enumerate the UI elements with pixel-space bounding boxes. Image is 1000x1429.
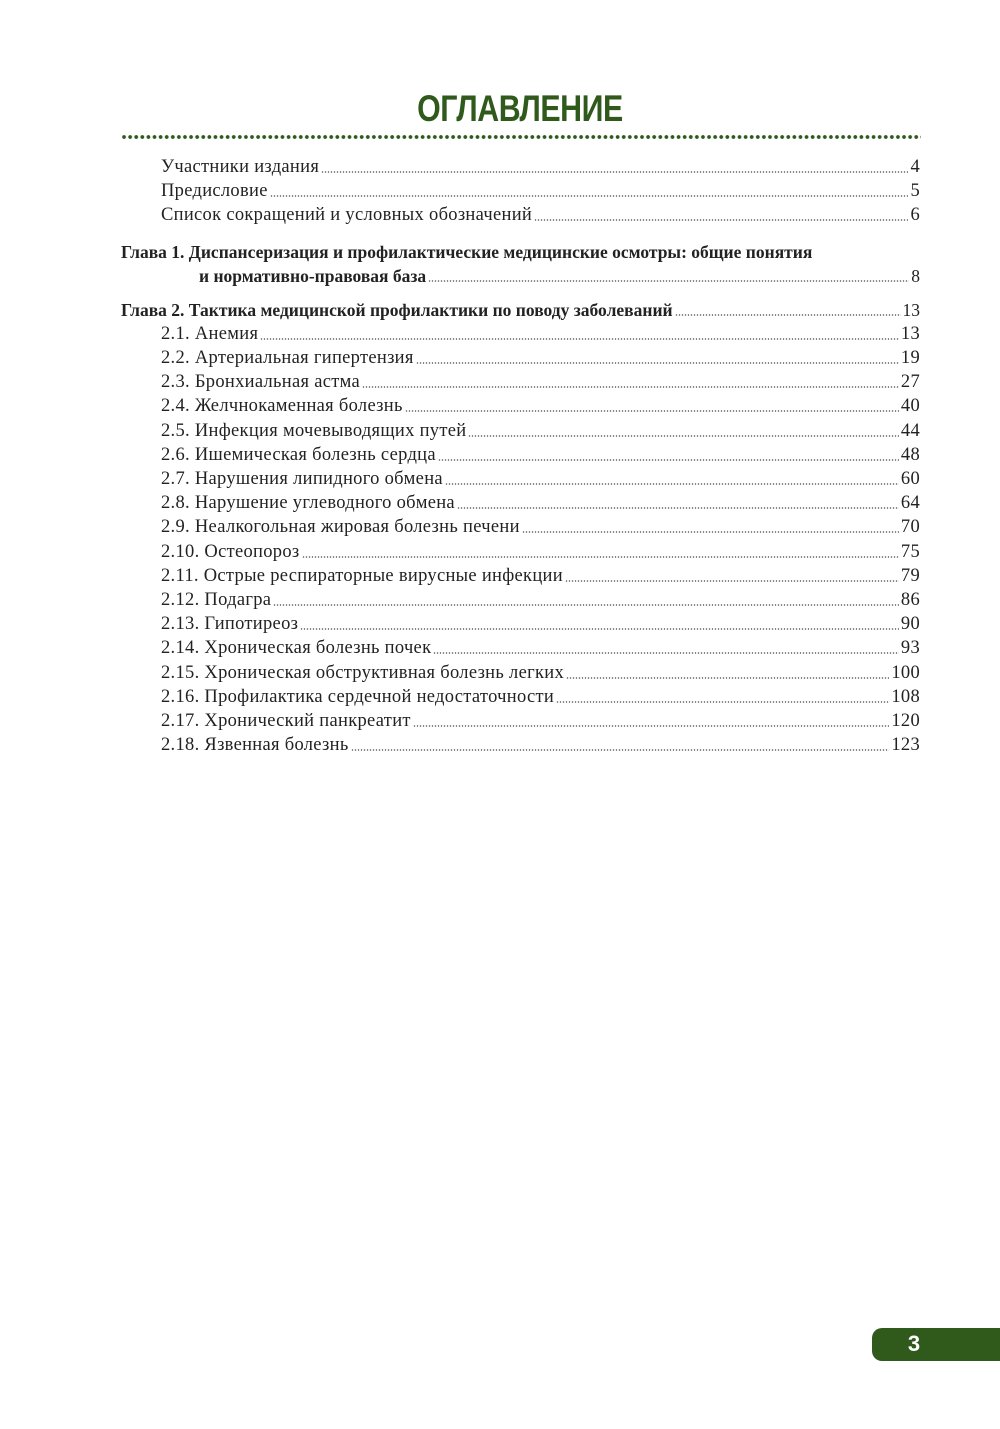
toc-entry-label: 2.1. Анемия (161, 324, 259, 344)
toc-entry-page: 64 (900, 493, 920, 513)
toc-entry-label: 2.6. Ишемическая болезнь сердца (161, 445, 436, 465)
dot-leader (362, 386, 899, 388)
toc-entry-label: 2.10. Остеопороз (161, 542, 300, 562)
toc-entry-label: Участники издания (161, 157, 320, 177)
toc-entry-page: 60 (900, 469, 920, 489)
toc-entry-label: Список сокращений и условных обозначений (161, 205, 533, 225)
dot-leader (534, 219, 908, 221)
toc-section[interactable] (161, 322, 920, 346)
toc-section[interactable] (161, 346, 920, 370)
dot-leader (445, 483, 899, 485)
dot-leader (457, 507, 899, 509)
toc-entry-page: 8 (911, 266, 920, 286)
toc-entry-page: 93 (900, 638, 920, 658)
toc-chapter-1[interactable] (199, 264, 920, 288)
dot-leader (413, 725, 890, 727)
toc-section[interactable] (161, 685, 920, 709)
toc-entry-contributors[interactable] (161, 155, 920, 179)
toc-entry-label: 2.4. Желчнокаменная болезнь (161, 396, 403, 416)
dot-leader (438, 459, 899, 461)
toc-section[interactable] (161, 419, 920, 443)
page-number: 3 (907, 1331, 921, 1356)
toc-entry-page: 120 (891, 711, 920, 731)
toc-entry-label: 2.2. Артериальная гипертензия (161, 348, 414, 368)
toc-section[interactable] (161, 443, 920, 467)
toc-entry-page: 90 (900, 614, 920, 634)
toc-entry-label: 2.11. Острые респираторные вирусные инфекции (161, 566, 563, 586)
toc-section[interactable] (161, 709, 920, 733)
toc-entry-page: 4 (910, 157, 920, 177)
toc-entry-page: 44 (900, 421, 920, 441)
toc-entry-page: 79 (900, 566, 920, 586)
toc-entry-page: 19 (900, 348, 920, 368)
dot-leader (556, 701, 889, 703)
dot-leader (351, 749, 890, 751)
toc-entry-label: 2.15. Хроническая обструктивная болезнь легких (161, 663, 565, 683)
toc-section[interactable] (161, 540, 920, 564)
toc-entry-page: 100 (891, 663, 920, 683)
toc-entry-preface[interactable] (161, 179, 920, 203)
dot-leader (302, 556, 899, 558)
dot-leader (300, 628, 899, 630)
page-title: ОГЛАВЛЕНИЕ (417, 88, 623, 129)
dot-leader (468, 435, 898, 437)
toc-entry-page: 86 (900, 590, 920, 610)
toc-entry-label: 2.18. Язвенная болезнь (161, 735, 349, 755)
dot-leader (416, 362, 899, 364)
toc-entry-page: 13 (900, 324, 920, 344)
toc-entry-label: 2.7. Нарушения липидного обмена (161, 469, 443, 489)
toc-entry-label: 2.14. Хроническая болезнь почек (161, 638, 432, 658)
toc-entry-page: 123 (891, 735, 920, 755)
toc-section[interactable] (161, 370, 920, 394)
toc-entry-page: 108 (891, 687, 920, 707)
toc-entry-page: 13 (902, 300, 920, 320)
toc-section[interactable] (161, 467, 920, 491)
toc-entry-page: 27 (900, 372, 920, 392)
dot-leader (405, 410, 899, 412)
toc-entry-label: 2.3. Бронхиальная астма (161, 372, 361, 392)
toc-section[interactable] (161, 515, 920, 539)
toc-section[interactable] (161, 564, 920, 588)
toc-section[interactable] (161, 612, 920, 636)
dot-leader (433, 652, 899, 654)
toc-chapter-1-line1[interactable]: Глава 1. Диспансеризация и профилактические медицинские осмотры: общие понятия (121, 242, 813, 262)
toc-entry-page: 70 (900, 517, 920, 537)
page-number-tab (872, 1328, 1000, 1361)
toc-section[interactable] (161, 733, 920, 757)
dot-leader (321, 171, 908, 173)
dot-leader (522, 531, 899, 533)
dot-leader (428, 280, 909, 282)
toc-section[interactable] (161, 491, 920, 515)
dot-leader (565, 580, 899, 582)
toc-entry-label: 2.13. Гипотиреоз (161, 614, 299, 634)
toc-entry-label: Предисловие (161, 181, 268, 201)
toc-section[interactable] (161, 661, 920, 685)
dot-leader (260, 338, 899, 340)
toc-section[interactable] (161, 636, 920, 660)
toc-entry-label: 2.9. Неалкогольная жировая болезнь печени (161, 517, 520, 537)
dot-leader (566, 677, 889, 679)
toc-entry-page: 6 (910, 205, 920, 225)
toc-entry-page: 5 (910, 181, 920, 201)
toc-entry-abbreviations[interactable] (161, 203, 920, 227)
toc-entry-label: и нормативно-правовая база (199, 266, 427, 286)
toc-entry-label: Глава 2. Тактика медицинской профилактики по поводу заболеваний (121, 300, 673, 320)
toc-entry-label: 2.12. Подагра (161, 590, 272, 610)
toc-section[interactable] (161, 588, 920, 612)
toc-entry-page: 75 (900, 542, 920, 562)
toc-entry-label: 2.8. Нарушение углеводного обмена (161, 493, 455, 513)
dot-leader (273, 604, 899, 606)
toc-entry-label: 2.5. Инфекция мочевыводящих путей (161, 421, 467, 441)
toc-section[interactable] (161, 394, 920, 418)
toc-entry-page: 48 (900, 445, 920, 465)
dot-leader (270, 195, 909, 197)
toc-entry-label: 2.17. Хронический панкреатит (161, 711, 411, 731)
toc-entry-page: 40 (900, 396, 920, 416)
dot-leader (675, 314, 901, 316)
toc-chapter-2[interactable] (121, 298, 920, 322)
toc-entry-label: 2.16. Профилактика сердечной недостаточности (161, 687, 555, 707)
